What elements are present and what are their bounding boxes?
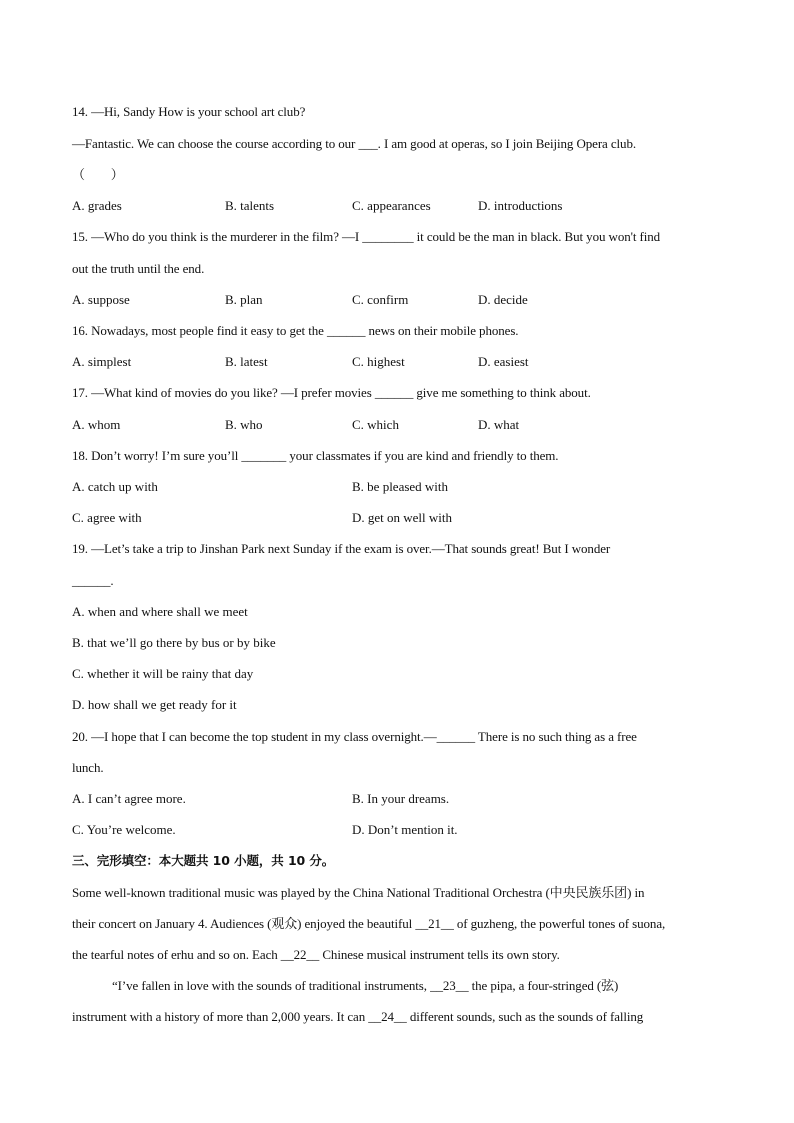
answer-blank: ______ xyxy=(436,729,476,744)
option-a: A. whom xyxy=(72,417,121,432)
text: the tearful notes of erhu and so on. Each xyxy=(72,947,281,962)
text: different sounds, such as the sounds of falling xyxy=(406,1009,644,1024)
text: “I’ve fallen in love with the sounds of traditional instruments, xyxy=(112,978,431,993)
text: . I am good at operas, so I join Beijing Opera club. xyxy=(377,136,637,151)
passage-line xyxy=(72,1009,643,1025)
option-c: C. confirm xyxy=(352,292,409,307)
option-d: D. how shall we get ready for it xyxy=(72,697,237,712)
option-a: A. suppose xyxy=(72,292,130,307)
text: the pipa, a four-stringed (弦) xyxy=(468,978,619,993)
text: There is no such thing as a free xyxy=(475,729,637,744)
option-b: B. plan xyxy=(225,292,263,307)
text: of guzheng, the powerful tones of suona, xyxy=(453,916,666,931)
option-c: C. You’re welcome. xyxy=(72,822,176,837)
option-b: B. In your dreams. xyxy=(352,791,450,806)
text: 20. —I hope that I can become the top student in my class overnight.— xyxy=(72,729,437,744)
text: —Fantastic. We can choose the course according to our xyxy=(72,136,359,151)
option-d: D. Don’t mention it. xyxy=(352,822,458,837)
question-17 xyxy=(72,385,591,401)
answer-blank: ______ xyxy=(374,385,414,400)
text: news on their mobile phones. xyxy=(365,323,519,338)
text: their concert on January 4. Audiences (观众) enjoyed the beautiful xyxy=(72,916,416,931)
text: instrument with a history of more than 2,000 years. It can xyxy=(72,1009,369,1024)
text: give me something to think about. xyxy=(413,385,591,400)
option-a: A. I can’t agree more. xyxy=(72,791,186,806)
option-a: A. catch up with xyxy=(72,479,158,494)
cloze-blank-22: __22__ xyxy=(280,947,320,962)
question-20-line2: lunch. xyxy=(72,760,104,775)
question-15 xyxy=(72,229,660,245)
passage-line: Some well-known traditional music was played by the China National Traditional Orchestra (中央民族乐团) in xyxy=(72,885,645,900)
passage-line xyxy=(72,947,560,963)
option-d: D. get on well with xyxy=(352,510,453,525)
question-19-line2 xyxy=(72,573,114,589)
passage-line xyxy=(112,978,618,994)
text: 16. Nowadays, most people find it easy to get the xyxy=(72,323,327,338)
passage-line xyxy=(72,916,665,932)
option-c: C. whether it will be rainy that day xyxy=(72,666,254,681)
option-b: B. latest xyxy=(225,354,268,369)
question-14: 14. —Hi, Sandy How is your school art club? xyxy=(72,104,306,119)
cloze-blank-21: __21__ xyxy=(415,916,454,931)
answer-blank: ______ xyxy=(72,573,111,588)
section-heading: 三、完形填空：本大题共 10 小题，共 10 分。 xyxy=(72,853,335,868)
option-c: C. highest xyxy=(352,354,405,369)
cloze-blank-23: __23__ xyxy=(430,978,469,993)
answer-parentheses: （ ） xyxy=(72,167,124,182)
option-b: B. that we’ll go there by bus or by bike xyxy=(72,635,276,650)
option-a: A. grades xyxy=(72,198,122,213)
option-d: D. decide xyxy=(478,292,528,307)
option-b: B. be pleased with xyxy=(352,479,449,494)
answer-blank: ______ xyxy=(326,323,366,338)
option-a: A. simplest xyxy=(72,354,132,369)
question-19: 19. —Let’s take a trip to Jinshan Park next Sunday if the exam is over.—That sounds great! But I wonder xyxy=(72,541,611,556)
answer-blank: _______ xyxy=(241,448,287,463)
option-b: B. who xyxy=(225,417,263,432)
question-20 xyxy=(72,729,637,745)
text: 15. —Who do you think is the murderer in the film? —I xyxy=(72,229,363,244)
text: . xyxy=(110,573,114,588)
question-16 xyxy=(72,323,518,339)
cloze-blank-24: __24__ xyxy=(368,1009,407,1024)
text: it could be the man in black. But you won't find xyxy=(413,229,661,244)
option-d: D. easiest xyxy=(478,354,529,369)
text: your classmates if you are kind and friendly to them. xyxy=(286,448,559,463)
text: 17. —What kind of movies do you like? —I prefer movies xyxy=(72,385,375,400)
answer-blank: ___ xyxy=(358,136,378,151)
question-15-line2: out the truth until the end. xyxy=(72,261,205,276)
question-14-line2 xyxy=(72,136,636,152)
question-18 xyxy=(72,448,558,464)
answer-blank: ________ xyxy=(362,229,414,244)
option-d: D. what xyxy=(478,417,520,432)
option-a: A. when and where shall we meet xyxy=(72,604,248,619)
option-c: C. appearances xyxy=(352,198,431,213)
option-d: D. introductions xyxy=(478,198,563,213)
option-c: C. agree with xyxy=(72,510,142,525)
option-b: B. talents xyxy=(225,198,275,213)
text: 18. Don’t worry! I’m sure you’ll xyxy=(72,448,242,463)
text: Chinese musical instrument tells its own story. xyxy=(319,947,560,962)
option-c: C. which xyxy=(352,417,399,432)
